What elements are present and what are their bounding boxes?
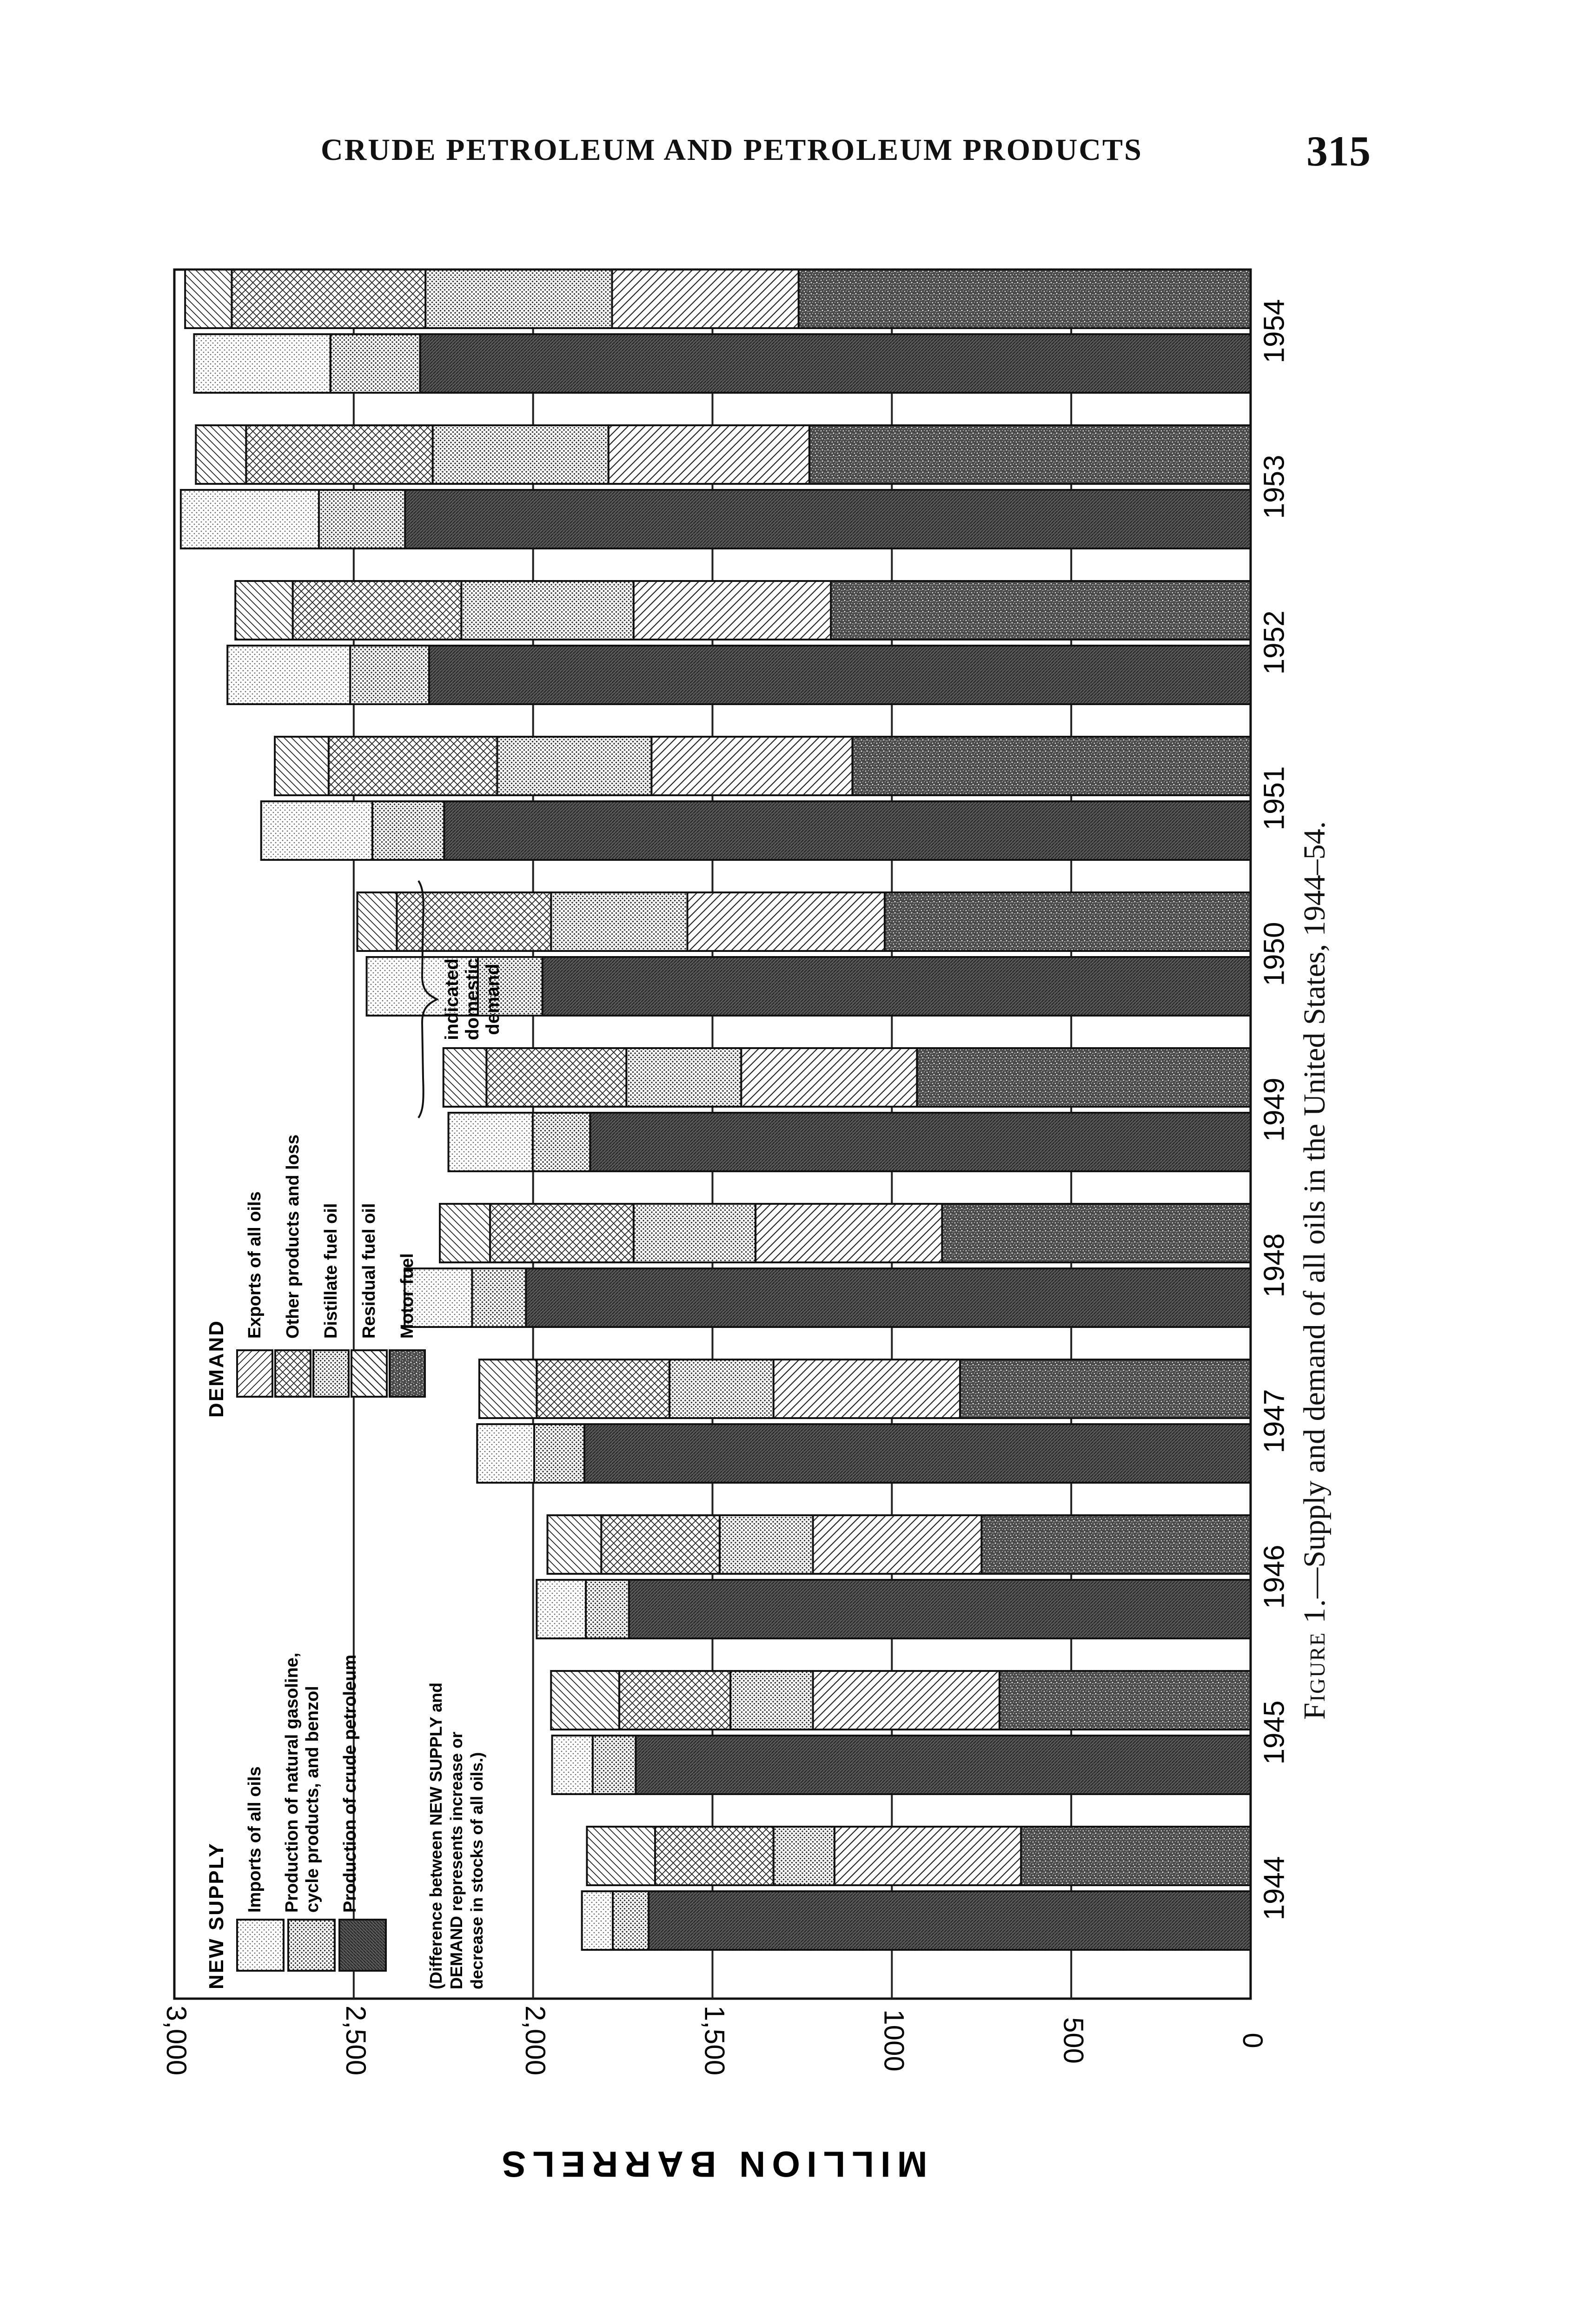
- supply-bar-production-of-natural-gasoline-cycle-products-and-benzol-1947: [534, 1424, 584, 1483]
- demand-bar-exports-of-all-oils-1954: [185, 270, 232, 328]
- demand-bar-exports-of-all-oils-1945: [551, 1671, 619, 1730]
- tick-label: 3,000: [161, 2005, 192, 2076]
- demand-bar-residual-fuel-oil-1948: [755, 1204, 942, 1262]
- demand-bar-other-products-and-loss-1950: [397, 892, 551, 951]
- legend-swatch-motor-fuel: [390, 1350, 425, 1397]
- demand-bar-other-products-and-loss-1945: [619, 1671, 730, 1730]
- tick-label: 500: [1058, 2017, 1089, 2064]
- supply-bar-production-of-crude-petroleum-1947: [584, 1424, 1251, 1483]
- supply-bar-production-of-crude-petroleum-1951: [444, 801, 1251, 860]
- demand-bar-distillate-fuel-oil-1950: [551, 892, 687, 951]
- demand-bar-motor-fuel-1945: [1000, 1671, 1251, 1730]
- legend-supply-item-crude: Production of crude petroleum: [340, 1654, 360, 1913]
- tick-label: 0: [1237, 2033, 1269, 2048]
- legend-supply-note: (Difference between NEW SUPPLY andDEMAND represents increase ordecrease in stocks of all oils.): [426, 1682, 486, 1989]
- demand-bar-residual-fuel-oil-1950: [687, 892, 884, 951]
- tick-label: 1000: [878, 2009, 910, 2072]
- tick-label: 2,000: [519, 2005, 551, 2076]
- demand-bar-motor-fuel-1954: [799, 270, 1251, 328]
- demand-bar-motor-fuel-1949: [917, 1048, 1251, 1107]
- year-label-1946: 1946: [1258, 1545, 1291, 1609]
- supply-bar-imports-of-all-oils-1952: [227, 646, 350, 704]
- legend-demand-heading: DEMAND: [205, 1319, 228, 1418]
- demand-bar-distillate-fuel-oil-1953: [433, 425, 609, 484]
- legend-supply-item-imports: Imports of all oils: [245, 1766, 265, 1913]
- supply-bar-production-of-natural-gasoline-cycle-products-and-benzol-1953: [319, 490, 405, 548]
- figure-caption: [1297, 821, 1332, 1720]
- year-label-1944: 1944: [1258, 1856, 1291, 1921]
- supply-bar-imports-of-all-oils-1949: [449, 1113, 533, 1171]
- demand-bar-other-products-and-loss-1944: [655, 1827, 774, 1885]
- year-label-1948: 1948: [1258, 1233, 1291, 1298]
- value-axis: [161, 2006, 1268, 2075]
- demand-bar-residual-fuel-oil-1947: [774, 1360, 960, 1418]
- supply-bar-production-of-natural-gasoline-cycle-products-and-benzol-1951: [372, 801, 444, 860]
- demand-bar-distillate-fuel-oil-1949: [626, 1048, 741, 1107]
- year-label-1949: 1949: [1258, 1077, 1291, 1142]
- demand-bar-distillate-fuel-oil-1954: [425, 270, 612, 328]
- demand-bar-other-products-and-loss-1948: [490, 1204, 634, 1262]
- demand-bar-residual-fuel-oil-1949: [741, 1048, 917, 1107]
- supply-bar-production-of-natural-gasoline-cycle-products-and-benzol-1948: [472, 1268, 526, 1327]
- supply-bar-imports-of-all-oils-1947: [477, 1424, 534, 1483]
- demand-bar-distillate-fuel-oil-1944: [774, 1827, 835, 1885]
- supply-bar-production-of-crude-petroleum-1946: [629, 1580, 1251, 1638]
- caption-text: —Supply and demand of all oils in the United States, 1944–54.: [1298, 821, 1332, 1598]
- demand-bar-other-products-and-loss-1953: [246, 425, 432, 484]
- supply-bar-production-of-natural-gasoline-cycle-products-and-benzol-1945: [593, 1736, 636, 1794]
- supply-bar-imports-of-all-oils-1946: [537, 1580, 586, 1638]
- demand-bar-residual-fuel-oil-1946: [813, 1515, 982, 1574]
- supply-bar-production-of-natural-gasoline-cycle-products-and-benzol-1946: [586, 1580, 629, 1638]
- demand-bar-exports-of-all-oils-1944: [587, 1827, 655, 1885]
- demand-bar-motor-fuel-1944: [1021, 1827, 1251, 1885]
- supply-bar-production-of-crude-petroleum-1950: [543, 957, 1251, 1016]
- running-head: CRUDE PETROLEUM AND PETROLEUM PRODUCTS: [321, 133, 1143, 167]
- demand-bar-distillate-fuel-oil-1951: [497, 737, 652, 795]
- demand-bar-motor-fuel-1950: [885, 892, 1251, 951]
- year-label-1954: 1954: [1258, 299, 1291, 363]
- demand-bar-residual-fuel-oil-1944: [835, 1827, 1021, 1885]
- supply-bar-production-of-crude-petroleum-1948: [526, 1268, 1251, 1327]
- axis-title: MILLION BARRELS: [495, 2144, 927, 2185]
- demand-bar-residual-fuel-oil-1951: [651, 737, 852, 795]
- supply-bar-imports-of-all-oils-1951: [261, 801, 372, 860]
- demand-bar-motor-fuel-1948: [942, 1204, 1251, 1262]
- legend-supply-item-natural-gasoline: Production of natural gasoline,cycle products, and benzol: [282, 1652, 322, 1913]
- legend-demand-item-distillate-fuel-oil: Distillate fuel oil: [321, 1203, 341, 1339]
- caption-label: Figure 1.: [1298, 1598, 1332, 1720]
- demand-bar-distillate-fuel-oil-1945: [730, 1671, 813, 1730]
- demand-bar-exports-of-all-oils-1949: [444, 1048, 487, 1107]
- supply-bar-production-of-crude-petroleum-1952: [429, 646, 1251, 704]
- legend-demand-item-exports-of-all-oils: Exports of all oils: [245, 1191, 265, 1339]
- supply-bar-production-of-crude-petroleum-1949: [590, 1113, 1251, 1171]
- demand-bar-residual-fuel-oil-1953: [609, 425, 809, 484]
- demand-bar-motor-fuel-1946: [981, 1515, 1251, 1574]
- supply-bar-production-of-crude-petroleum-1944: [649, 1891, 1251, 1950]
- supply-bar-production-of-natural-gasoline-cycle-products-and-benzol-1954: [331, 334, 420, 393]
- legend-swatch-exports-of-all-oils: [237, 1350, 272, 1397]
- demand-bar-motor-fuel-1952: [831, 581, 1251, 640]
- supply-bar-production-of-natural-gasoline-cycle-products-and-benzol-1949: [533, 1113, 590, 1171]
- demand-bar-exports-of-all-oils-1951: [275, 737, 329, 795]
- demand-bar-exports-of-all-oils-1952: [235, 581, 292, 640]
- supply-bar-production-of-natural-gasoline-cycle-products-and-benzol-1952: [350, 646, 429, 704]
- demand-bar-residual-fuel-oil-1954: [612, 270, 798, 328]
- tick-label: 2,500: [340, 2005, 371, 2076]
- supply-bar-production-of-crude-petroleum-1953: [405, 490, 1251, 548]
- supply-bar-production-of-natural-gasoline-cycle-products-and-benzol-1944: [613, 1891, 649, 1950]
- legend-demand-item-motor-fuel: Motor fuel: [397, 1253, 417, 1339]
- demand-bar-other-products-and-loss-1952: [293, 581, 462, 640]
- legend-demand-item-residual-fuel-oil: Residual fuel oil: [359, 1203, 379, 1339]
- year-label-1947: 1947: [1258, 1389, 1291, 1453]
- demand-bar-exports-of-all-oils-1950: [358, 892, 397, 951]
- demand-bar-distillate-fuel-oil-1952: [461, 581, 633, 640]
- demand-bar-other-products-and-loss-1949: [486, 1048, 626, 1107]
- legend-swatch-production-of-natural-gasoline-cycle-products-and-benzol: [288, 1920, 335, 1971]
- demand-bar-other-products-and-loss-1951: [329, 737, 497, 795]
- page-number: 315: [1306, 127, 1371, 175]
- supply-bar-imports-of-all-oils-1945: [552, 1736, 593, 1794]
- demand-bar-exports-of-all-oils-1946: [548, 1515, 602, 1574]
- legend-supply-heading: NEW SUPPLY: [205, 1842, 228, 1989]
- demand-bar-distillate-fuel-oil-1946: [720, 1515, 813, 1574]
- demand-bar-other-products-and-loss-1954: [232, 270, 425, 328]
- legend-demand-item-other-products-and-loss: Other products and loss: [283, 1134, 303, 1339]
- supply-bar-production-of-crude-petroleum-1954: [420, 334, 1251, 393]
- legend-swatch-other-products-and-loss: [275, 1350, 311, 1397]
- demand-bar-exports-of-all-oils-1953: [196, 425, 246, 484]
- legend-swatch-distillate-fuel-oil: [313, 1350, 349, 1397]
- year-label-1950: 1950: [1258, 922, 1291, 986]
- demand-bar-other-products-and-loss-1947: [537, 1360, 669, 1418]
- year-label-1953: 1953: [1258, 455, 1291, 519]
- supply-bar-production-of-crude-petroleum-1945: [636, 1736, 1251, 1794]
- year-label-1945: 1945: [1258, 1700, 1291, 1765]
- demand-bar-distillate-fuel-oil-1947: [669, 1360, 774, 1418]
- legend-swatch-imports-of-all-oils: [237, 1920, 284, 1971]
- legend-brace-label: indicateddomesticdemand: [442, 958, 503, 1040]
- demand-bar-distillate-fuel-oil-1948: [634, 1204, 755, 1262]
- year-labels: [1258, 299, 1290, 1921]
- year-label-1951: 1951: [1258, 766, 1291, 831]
- demand-bar-exports-of-all-oils-1947: [479, 1360, 537, 1418]
- demand-bar-other-products-and-loss-1946: [601, 1515, 720, 1574]
- year-label-1952: 1952: [1258, 610, 1291, 675]
- supply-bar-imports-of-all-oils-1954: [194, 334, 330, 393]
- demand-bar-motor-fuel-1947: [960, 1360, 1251, 1418]
- supply-bar-imports-of-all-oils-1944: [582, 1891, 613, 1950]
- legend-swatch-residual-fuel-oil: [351, 1350, 387, 1397]
- tick-label: 1,500: [699, 2005, 730, 2076]
- demand-bar-motor-fuel-1953: [809, 425, 1251, 484]
- demand-bar-residual-fuel-oil-1952: [634, 581, 831, 640]
- demand-bar-exports-of-all-oils-1948: [440, 1204, 490, 1262]
- demand-bar-residual-fuel-oil-1945: [813, 1671, 1000, 1730]
- supply-bar-imports-of-all-oils-1953: [181, 490, 319, 548]
- demand-bar-motor-fuel-1951: [852, 737, 1251, 795]
- legend-swatch-production-of-crude-petroleum: [339, 1920, 386, 1971]
